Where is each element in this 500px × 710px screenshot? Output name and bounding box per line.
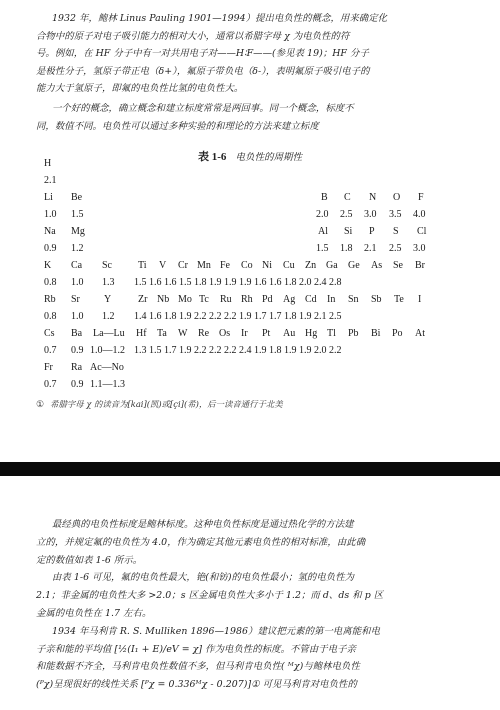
table-cell: 1.3 — [102, 277, 115, 288]
table-cell: Ca — [71, 260, 83, 271]
table-cell: 3.0 — [413, 243, 426, 254]
table-cell: As — [371, 260, 383, 271]
table-cell: 0.7 — [44, 379, 57, 390]
table-cell: Ra — [71, 362, 83, 373]
table-cell: N — [369, 192, 377, 203]
table-cell: 0.9 — [71, 345, 84, 356]
table-cell: Fr — [44, 362, 53, 373]
table-cell: Ba — [71, 328, 83, 339]
table-cell: Ga — [326, 260, 338, 271]
table-cell: Zr — [138, 294, 148, 305]
table-cell: I — [418, 294, 422, 305]
table-cell: At — [415, 328, 425, 339]
intro-paragraph — [36, 10, 387, 98]
table-cell: Pb — [348, 328, 359, 339]
table-cell: Re — [198, 328, 210, 339]
table-cell: Au — [283, 328, 296, 339]
table-cell: Tl — [327, 328, 336, 339]
intro-line: 号。例如，在 HF 分子中有一对共用电子对——H∶F——(参见表 19)；HF 分子 — [36, 48, 369, 59]
table-cell: 0.7 — [44, 345, 57, 356]
table-cell: H — [44, 158, 52, 169]
body-line: 子亲和能的平均值 [½(I₁ + E)/eV = χ] 作为电负性的标度。不管由于电子亲 — [36, 643, 356, 655]
table-cell: Hf — [136, 328, 147, 339]
table-cell: F — [418, 192, 424, 203]
table-cell: O — [393, 192, 401, 203]
table-cell: W — [178, 328, 188, 339]
body-line: 最经典的电负性标度是鲍林标度。这种电负性标度是通过热化学的方法建 — [52, 519, 354, 530]
table-cell: Hg — [305, 328, 318, 339]
table-cell: 1.5 1.6 1.6 1.5 1.8 1.9 1.9 1.9 1.6 1.6 1.8 2.0 2.4 2.8 — [134, 277, 342, 288]
table-cell: Cl — [417, 226, 427, 237]
table-cell: P — [369, 226, 375, 237]
body-line: 金属的电负性在 1.7 左右。 — [36, 607, 152, 619]
table-cell: Ac—No — [90, 362, 124, 373]
intro-line: 1932 年，鲍林 Linus Pauling 1901—1994）提出电负性的概念，用来确定化 — [52, 13, 388, 24]
table-cell: 1.0 — [44, 209, 57, 220]
body-line: 由表 1-6 可见，氟的电负性最大，铯(和钫)的电负性最小；氢的电负性为 — [52, 572, 355, 584]
table-cell: 2.5 — [340, 209, 353, 220]
table-cell: 1.1—1.3 — [90, 379, 125, 390]
table-cell: Rb — [44, 294, 56, 305]
table-cell: K — [44, 260, 52, 271]
table-cell: Mo — [178, 294, 192, 305]
page-separator — [0, 462, 500, 476]
table-cell: 4.0 — [413, 209, 426, 220]
intro-line: 是极性分子，氢原子带正电（δ+），氟原子带负电（δ-），表明氟原子吸引电子的 — [36, 65, 370, 77]
table-cell: 2.1 — [364, 243, 377, 254]
table-cell: In — [327, 294, 336, 305]
intro-line: 合物中的原子对电子吸引能力的相对大小，通常以希腊字母 χ 为电负性的符 — [36, 30, 350, 42]
table-cell: Pt — [262, 328, 271, 339]
table-cell: 1.5 — [71, 209, 84, 220]
table-cell: Sn — [348, 294, 359, 305]
table-cell: 2.1 — [44, 175, 57, 186]
body-line: (ᴾχ)呈现很好的线性关系 [ᴾχ = 0.336ᴹχ - 0.207)]① 可见马利肯对电负性的 — [36, 679, 357, 691]
table-cell: Os — [219, 328, 231, 339]
table-cell: Li — [44, 192, 53, 203]
table-cell: 1.0 — [71, 277, 84, 288]
table-cell: La—Lu — [93, 328, 125, 339]
lower-page — [0, 476, 500, 710]
table-number: 表 1-6 — [198, 151, 227, 163]
table-cell: Fe — [220, 260, 230, 271]
table-cell: 1.0 — [71, 311, 84, 322]
table-cell: 1.2 — [102, 311, 115, 322]
table-cell: 1.2 — [71, 243, 84, 254]
table-cell: Be — [71, 192, 83, 203]
table-cell: Br — [415, 260, 425, 271]
table-cell: Cd — [305, 294, 317, 305]
scale-line: 一个好的概念，确立概念和建立标度常常是两回事。同一个概念，标度不 — [52, 103, 354, 114]
table-cell: 0.9 — [71, 379, 84, 390]
intro-line: 能力大于氢原子，即氟的电负性比氢的电负性大。 — [36, 83, 244, 94]
table-cell: 3.0 — [364, 209, 377, 220]
footnote-mark: ① — [36, 400, 45, 410]
table-cell: Na — [44, 226, 56, 237]
table-cell: Al — [318, 226, 328, 237]
table-cell: 1.0—1.2 — [90, 345, 125, 356]
table-cell: Te — [394, 294, 404, 305]
scale-line: 同，数值不同。电负性可以通过多种实验的和理论的方法来建立标度 — [36, 120, 319, 132]
table-cell: Si — [344, 226, 353, 237]
table-cell: C — [344, 192, 351, 203]
table-cell: 0.8 — [44, 311, 57, 322]
table-cell: Ge — [348, 260, 360, 271]
table-cell: Cu — [283, 260, 295, 271]
body-line: 和能数据不齐全，马利肯电负性数值不多，但马利肯电负性( ᴹχ)与鲍林电负性 — [36, 661, 360, 673]
table-cell: Tc — [199, 294, 209, 305]
table-cell: 1.8 — [340, 243, 353, 254]
table-cell: Mn — [197, 260, 211, 271]
table-cell: Mg — [71, 226, 85, 237]
table-cell: Cr — [178, 260, 188, 271]
table-cell: 1.4 1.6 1.8 1.9 2.2 2.2 2.2 1.9 1.7 1.7 1.8 1.9 2.1 2.5 — [134, 311, 342, 322]
table-cell: Ir — [241, 328, 248, 339]
table-caption — [160, 148, 340, 164]
table-cell: 1.5 — [316, 243, 329, 254]
footnote-text: 希腊字母 χ 的读音为[kai](凯)或[çi](希)，后一读音通行于北美 — [50, 399, 283, 409]
table-cell: Y — [104, 294, 112, 305]
table-cell: Ti — [138, 260, 147, 271]
footnote — [36, 398, 283, 410]
table-cell: Sb — [371, 294, 382, 305]
table-cell: 2.0 — [316, 209, 329, 220]
scale-paragraph — [36, 100, 354, 135]
body-line: 2.1；非金属的电负性大多 >2.0；s 区金属电负性大多小于 1.2；而 d、ds 和 p 区 — [36, 590, 384, 602]
body-line: 1934 年马利肯 R. S. Mulliken 1896—1986）建议把元素的第一电离能和电 — [52, 625, 381, 637]
table-cell: Rh — [241, 294, 253, 305]
table-cell: 0.9 — [44, 243, 57, 254]
table-cell: Sc — [102, 260, 112, 271]
table-cell: S — [393, 226, 399, 237]
table-cell: Cs — [44, 328, 55, 339]
body-line: 立的，并规定氟的电负性为 4.0，作为确定其他元素电负性的相对标准，由此确 — [36, 536, 366, 548]
table-cell: V — [159, 260, 167, 271]
table-cell: Sr — [71, 294, 80, 305]
table-cell: Bi — [371, 328, 381, 339]
table-cell: Pd — [262, 294, 273, 305]
table-cell: Se — [393, 260, 403, 271]
table-cell: Po — [392, 328, 403, 339]
table-cell: Ru — [220, 294, 232, 305]
table-cell: 3.5 — [389, 209, 402, 220]
table-cell: 0.8 — [44, 277, 57, 288]
table-cell: Ag — [283, 294, 296, 305]
table-cell: Co — [241, 260, 253, 271]
table-cell: B — [321, 192, 328, 203]
table-cell: 1.3 1.5 1.7 1.9 2.2 2.2 2.2 2.4 1.9 1.8 1.9 1.9 2.0 2.2 — [134, 345, 342, 356]
table-title: 电负性的周期性 — [235, 152, 302, 163]
table-cell: Ta — [157, 328, 167, 339]
table-cell: 2.5 — [389, 243, 402, 254]
table-cell: Ni — [262, 260, 272, 271]
pauling-paragraph — [36, 516, 383, 694]
table-cell: Nb — [157, 294, 170, 305]
table-cell: Zn — [305, 260, 317, 271]
body-line: 定的数值如表 1-6 所示。 — [36, 554, 143, 566]
